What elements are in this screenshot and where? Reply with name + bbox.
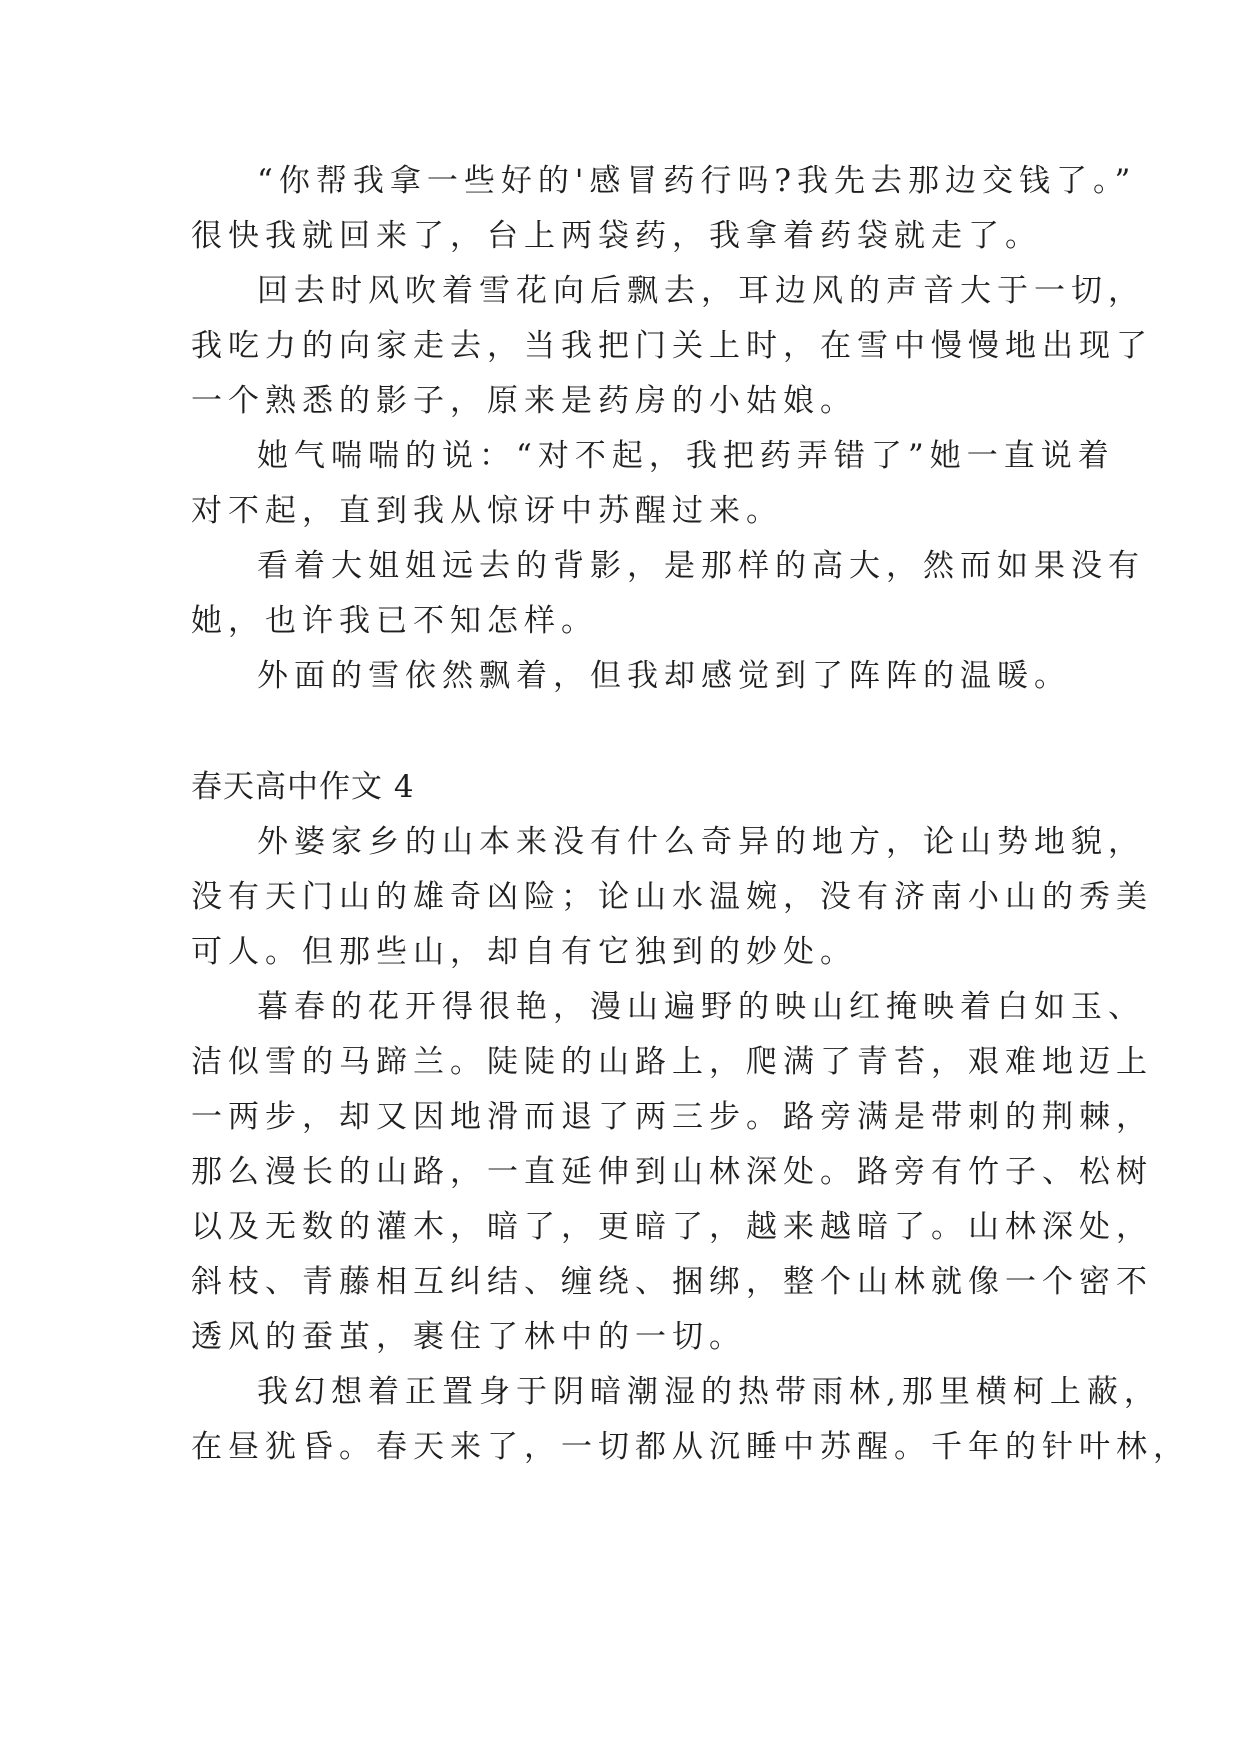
paragraph-line: 一两步，却又因地滑而退了两三步。路旁满是带刺的荆棘，: [191, 1099, 1153, 1135]
paragraph-line: 透风的蚕茧，裹住了林中的一切。: [191, 1319, 746, 1355]
paragraph-line: “你帮我拿一些好的'感冒药行吗?我先去那边交钱了。”: [257, 163, 1137, 199]
paragraph-line: 一个熟悉的影子，原来是药房的小姑娘。: [191, 383, 857, 419]
paragraph-line: 洁似雪的马蹄兰。陡陡的山路上，爬满了青苔，艰难地迈上: [191, 1044, 1153, 1080]
paragraph-line: 可人。但那些山，却自有它独到的妙处。: [191, 934, 857, 970]
paragraph-line: 很快我就回来了，台上两袋药，我拿着药袋就走了。: [191, 218, 1042, 254]
paragraph-line: 没有天门山的雄奇凶险；论山水温婉，没有济南小山的秀美: [191, 879, 1153, 915]
paragraph-line: 以及无数的灌木，暗了，更暗了，越来越暗了。山林深处，: [191, 1209, 1153, 1245]
paragraph-line: 我吃力的向家走去，当我把门关上时，在雪中慢慢地出现了: [191, 328, 1153, 364]
paragraph-line: 回去时风吹着雪花向后飘去，耳边风的声音大于一切，: [257, 273, 1145, 309]
paragraph-line: 看着大姐姐远去的背影，是那样的高大，然而如果没有: [257, 548, 1145, 584]
paragraph-line: 在昼犹昏。春天来了，一切都从沉睡中苏醒。千年的针叶林，: [191, 1429, 1190, 1465]
paragraph-line: 暮春的花开得很艳，漫山遍野的映山红掩映着白如玉、: [257, 989, 1145, 1025]
paragraph-line: 外面的雪依然飘着，但我却感觉到了阵阵的温暖。: [257, 658, 1071, 694]
paragraph-line: 她气喘喘的说：“对不起，我把药弄错了”她一直说着: [257, 438, 1115, 474]
section-heading: 春天高中作文 4: [191, 769, 415, 805]
paragraph-line: 斜枝、青藤相互纠结、缠绕、捆绑，整个山林就像一个密不: [191, 1264, 1153, 1300]
paragraph-line: 她，也许我已不知怎样。: [191, 603, 598, 639]
paragraph-line: 我幻想着正置身于阴暗潮湿的热带雨林,那里横柯上蔽，: [257, 1374, 1161, 1410]
paragraph-line: 外婆家乡的山本来没有什么奇异的地方，论山势地貌，: [257, 824, 1145, 860]
paragraph-line: 对不起，直到我从惊讶中苏醒过来。: [191, 493, 783, 529]
paragraph-line: 那么漫长的山路，一直延伸到山林深处。路旁有竹子、松树: [191, 1154, 1153, 1190]
